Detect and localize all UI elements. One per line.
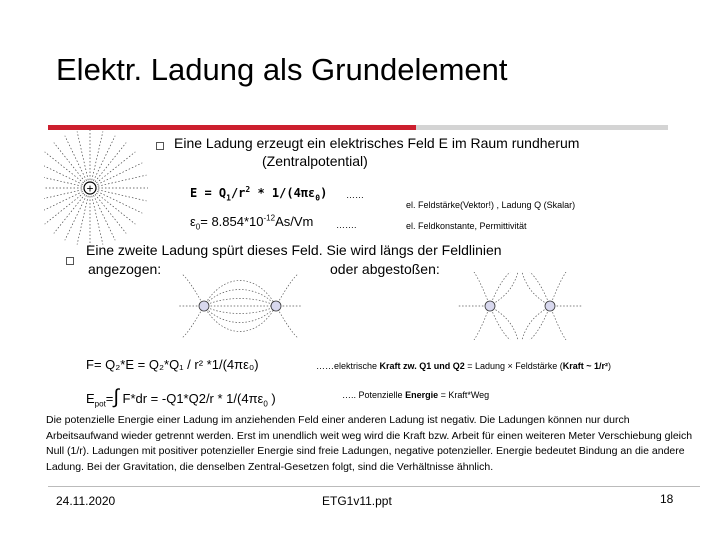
formula-field-strength: $E = Q_1/r^2 * 1/(4\pi\varepsilon_0)$ (190, 185, 328, 203)
field-line (77, 131, 88, 180)
bullet-2-line-1: Eine zweite Ladung spürt dieses Feld. Sie wird längs der Feldlinien (86, 242, 502, 258)
bullet-2-line-2b: oder abgestoßen: (330, 261, 440, 277)
bullet-2-marker (66, 257, 74, 265)
potential-energy-note: ….. Potenzielle Energie = Kraft*Weg (342, 390, 490, 400)
footer-page-number: 18 (660, 492, 674, 506)
formula-field-strength-dots: …… (346, 190, 364, 200)
field-line (54, 143, 85, 182)
footer-filename: ETG1v11.ppt (322, 494, 392, 508)
field-line (45, 193, 84, 224)
radial-field-figure (44, 130, 164, 248)
field-line (44, 163, 83, 185)
field-line (92, 131, 103, 180)
bullet-1-line-1: Eine Ladung erzeugt ein elektrisches Feld E im Raum rundherum (174, 135, 580, 151)
plus-sign: + (86, 181, 94, 196)
field-line (92, 196, 103, 245)
formula-permittivity-note: el. Feldkonstante, Permittivität (406, 221, 527, 231)
field-line (98, 190, 147, 201)
potential-energy-formula: $E_{pot}=\int$ $F*dr = -Q1*Q2/r * 1/(4\pi\varepsilon_0$ ) (86, 386, 276, 409)
field-line (45, 152, 84, 183)
force-formula: F= Q₂*E = Q₂*Q₁ / r² *1/(4πε₀) (86, 357, 259, 372)
explanation-paragraph: Die potenzielle Energie einer Ladung im anziehenden Feld einer anderen Ladung ist negativ. Die Ladungen können nur durch Arbeitsaufwand wieder getrennt werden. Erst im unendlich weit weg wird die Kraft bzw. Arbeit für einen weiteren Meter Verschiebung gleich Null (1/r). Ladungen mit positiver potenzieller Energie sind freie Ladungen, negative potenzieller. Energie bedeutet Bindung an die andere Ladung. Bei der Gravitation, die denselben Zentral-Gesetzen folgt, sind die Verhältnisse ähnlich. (46, 414, 693, 473)
title-rule-grey (416, 125, 668, 130)
footer-rule (48, 486, 700, 487)
bullet-1-line-2: (Zentralpotential) (262, 153, 368, 169)
formula-permittivity-dots: ……. (336, 220, 357, 230)
field-line (95, 143, 126, 182)
dipole-repulsion-figure (458, 272, 582, 340)
formula-field-strength-note: el. Feldstärke(Vektor!) , Ladung Q (Skalar) (406, 200, 576, 210)
dipole-attraction-figure (178, 272, 302, 340)
field-line (98, 175, 147, 186)
field-line (96, 152, 135, 183)
field-line (77, 196, 88, 245)
field-line (44, 191, 83, 213)
field-line (44, 175, 82, 186)
force-note: ……elektrische Kraft zw. Q1 und Q2 = Ladung × Feldstärke (Kraft ~ 1/r²) (316, 361, 612, 371)
page-title: Elektr. Ladung als Grundelement (56, 52, 508, 87)
footer-date: 24.11.2020 (56, 494, 116, 508)
bullet-2-line-2a: angezogen: (88, 261, 162, 277)
field-line (44, 190, 82, 201)
field-line (96, 193, 135, 224)
field-line (95, 194, 126, 233)
field-line (54, 194, 85, 233)
bullet-1-marker (156, 142, 164, 150)
formula-permittivity: $\varepsilon_0= 8.854*10^{-12}As/Vm$ (190, 213, 314, 232)
